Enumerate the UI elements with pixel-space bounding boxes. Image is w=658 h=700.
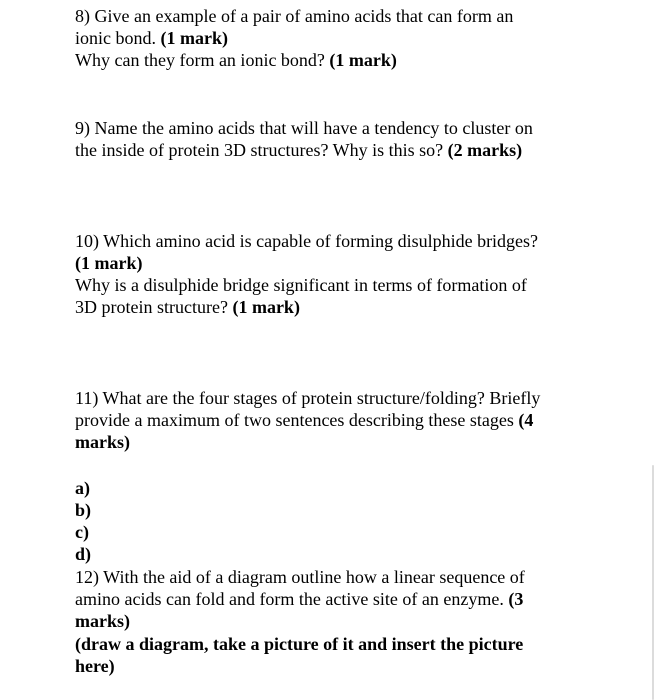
q10-line-4 [75, 296, 300, 318]
q11-option-label: b) [75, 500, 92, 520]
q10-line-3 [75, 274, 527, 296]
q11-marks-1: (4 [518, 410, 534, 430]
q12-line-4 [75, 633, 523, 655]
scrollbar-thumb[interactable] [652, 465, 654, 700]
q12-instruction-1: (draw a diagram, take a picture of it and insert the picture [75, 634, 524, 654]
q9-line-1 [75, 117, 533, 139]
q11-text-2: provide a maximum of two sentences describing these stages [75, 410, 519, 430]
q12-marks-2: marks) [75, 611, 130, 631]
q8-line-1 [75, 5, 513, 27]
q8-line-3 [75, 49, 397, 71]
q12-line-2 [75, 588, 523, 610]
q11-option-label: d) [75, 544, 92, 564]
scrollbar[interactable] [648, 0, 658, 700]
q10-line-1 [75, 230, 538, 252]
q10-line-2 [75, 252, 142, 274]
q10-marks-2: (1 mark) [232, 297, 300, 317]
q12-marks-1: (3 [508, 589, 524, 609]
q11-line-2 [75, 409, 533, 431]
q11-line-1 [75, 387, 540, 409]
q9-text-2: the inside of protein 3D structures? Why is this so? [75, 140, 448, 160]
q10-marks-1: (1 mark) [75, 253, 143, 273]
q11-option-label: a) [75, 478, 90, 498]
q12-text-2: amino acids can fold and form the active site of an enzyme. [75, 589, 509, 609]
q10-text-4: 3D protein structure? [75, 297, 233, 317]
q9-text-1: 9) Name the amino acids that will have a tendency to cluster on [75, 118, 533, 138]
q12-text-1: 12) With the aid of a diagram outline how a linear sequence of [75, 567, 525, 587]
q9-line-2 [75, 139, 522, 161]
q8-marks-1: (1 mark) [160, 28, 228, 48]
q10-text-1: 10) Which amino acid is capable of forming disulphide bridges? [75, 231, 539, 251]
q8-marks-2: (1 mark) [329, 50, 397, 70]
q11-option-d [75, 543, 91, 565]
q11-option-c [75, 521, 89, 543]
q11-option-a [75, 477, 90, 499]
q9-marks: (2 marks) [447, 140, 523, 160]
q12-line-1 [75, 566, 525, 588]
q10-text-3: Why is a disulphide bridge significant in terms of formation of [75, 275, 527, 295]
q11-marks-2: marks) [75, 432, 130, 452]
q8-line-2 [75, 27, 228, 49]
q11-option-b [75, 499, 91, 521]
q12-line-5 [75, 655, 115, 677]
q12-instruction-2: here) [75, 656, 115, 676]
q11-text-1: 11) What are the four stages of protein structure/folding? Briefly [75, 388, 541, 408]
q8-text-2: ionic bond. [75, 28, 161, 48]
q8-text-1: 8) Give an example of a pair of amino acids that can form an [75, 6, 514, 26]
q11-option-label: c) [75, 522, 89, 542]
q12-line-3 [75, 610, 130, 632]
q8-text-3: Why can they form an ionic bond? [75, 50, 330, 70]
q11-line-3 [75, 431, 130, 453]
